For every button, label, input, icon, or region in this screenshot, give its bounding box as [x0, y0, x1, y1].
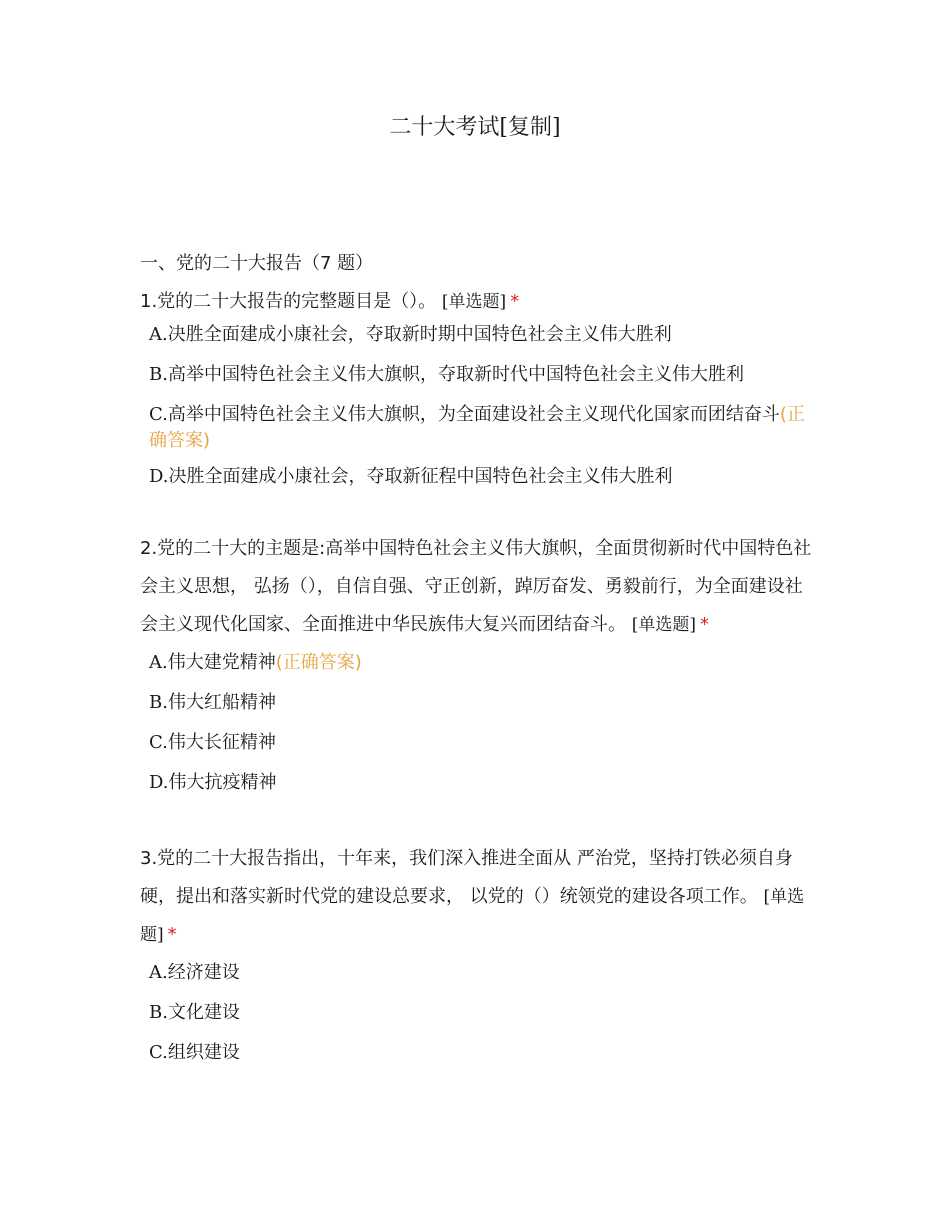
required-marker: * [700, 614, 709, 635]
question-text: 2.党的二十大的主题是:高举中国特色社会主义伟大旗帜，全面贯彻新时代中国特色社会主义思想， 弘扬（），自信自强、守正创新，踔厉奋发、勇毅前行，为全面建设社会主义现代化国家、全面推进中华民族伟大复兴而团结奋斗。 [140, 538, 812, 635]
option-letter: A. [149, 652, 168, 673]
option-letter: B. [149, 692, 168, 713]
question-type-tag: [单选题] [140, 887, 805, 945]
option-text: 决胜全面建成小康社会，夺取新时期中国特色社会主义伟大胜利 [167, 324, 672, 345]
option-letter: D. [149, 772, 169, 793]
option-a[interactable] [149, 960, 815, 986]
option-letter: C. [149, 732, 168, 753]
option-text: 文化建设 [167, 1002, 240, 1023]
option-text: 伟大抗疫精神 [168, 772, 277, 793]
survey-content [140, 250, 815, 1080]
option-text: 组织建设 [167, 1042, 240, 1063]
question-spacer [140, 504, 815, 530]
option-letter: B. [149, 1002, 168, 1023]
question-text: 1.党的二十大报告的完整题目是（）。 [140, 291, 437, 312]
question-spacer [140, 810, 815, 840]
question-stem [140, 840, 815, 954]
option-letter: B. [149, 364, 168, 385]
option-c[interactable] [149, 730, 815, 756]
question-type-tag: [单选题] [631, 615, 696, 635]
question-2 [140, 530, 815, 796]
question-3 [140, 840, 815, 1066]
option-text: 伟大红船精神 [167, 692, 276, 713]
option-c[interactable] [149, 402, 815, 454]
option-c[interactable] [149, 1040, 815, 1066]
option-a[interactable] [149, 322, 815, 348]
option-letter: A. [149, 962, 168, 983]
question-text: 3.党的二十大报告指出，十年来，我们深入推进全面从 严治党，坚持打铁必须自身硬，提出和落实新时代党的建设总要求， 以党的（）统领党的建设各项工作。 [140, 848, 793, 907]
option-text: 伟大建党精神 [167, 652, 276, 673]
option-list [140, 650, 815, 796]
required-marker: * [167, 924, 177, 945]
option-list [140, 322, 815, 490]
section-title: 一、党的二十大报告（7 题） [140, 253, 374, 274]
option-b[interactable] [149, 690, 815, 716]
option-letter: C. [149, 1042, 168, 1063]
question-stem [140, 288, 815, 316]
option-letter: D. [149, 466, 169, 487]
correct-answer-label: (正确答案) [149, 404, 805, 451]
option-d[interactable] [149, 770, 815, 796]
survey-title: 二十大考试[复制] [389, 115, 561, 140]
option-b[interactable] [149, 1000, 815, 1026]
option-d[interactable] [149, 464, 815, 490]
option-a[interactable] [149, 650, 815, 676]
option-letter: A. [149, 324, 168, 345]
question-1 [140, 288, 815, 490]
question-stem [140, 530, 815, 644]
question-type-tag: [单选题] [441, 292, 507, 312]
option-letter: C. [149, 404, 168, 425]
option-text: 经济建设 [167, 962, 240, 983]
option-list [140, 960, 815, 1066]
option-text: 伟大长征精神 [167, 732, 276, 753]
option-b[interactable] [149, 362, 815, 388]
option-text: 高举中国特色社会主义伟大旗帜，为全面建设社会主义现代化国家而团结奋斗 [167, 404, 780, 425]
required-marker: * [510, 291, 520, 312]
option-text: 高举中国特色社会主义伟大旗帜，夺取新时代中国特色社会主义伟大胜利 [167, 364, 744, 385]
correct-answer-label: (正确答案) [275, 652, 362, 673]
option-text: 决胜全面建成小康社会，夺取新征程中国特色社会主义伟大胜利 [168, 466, 673, 487]
